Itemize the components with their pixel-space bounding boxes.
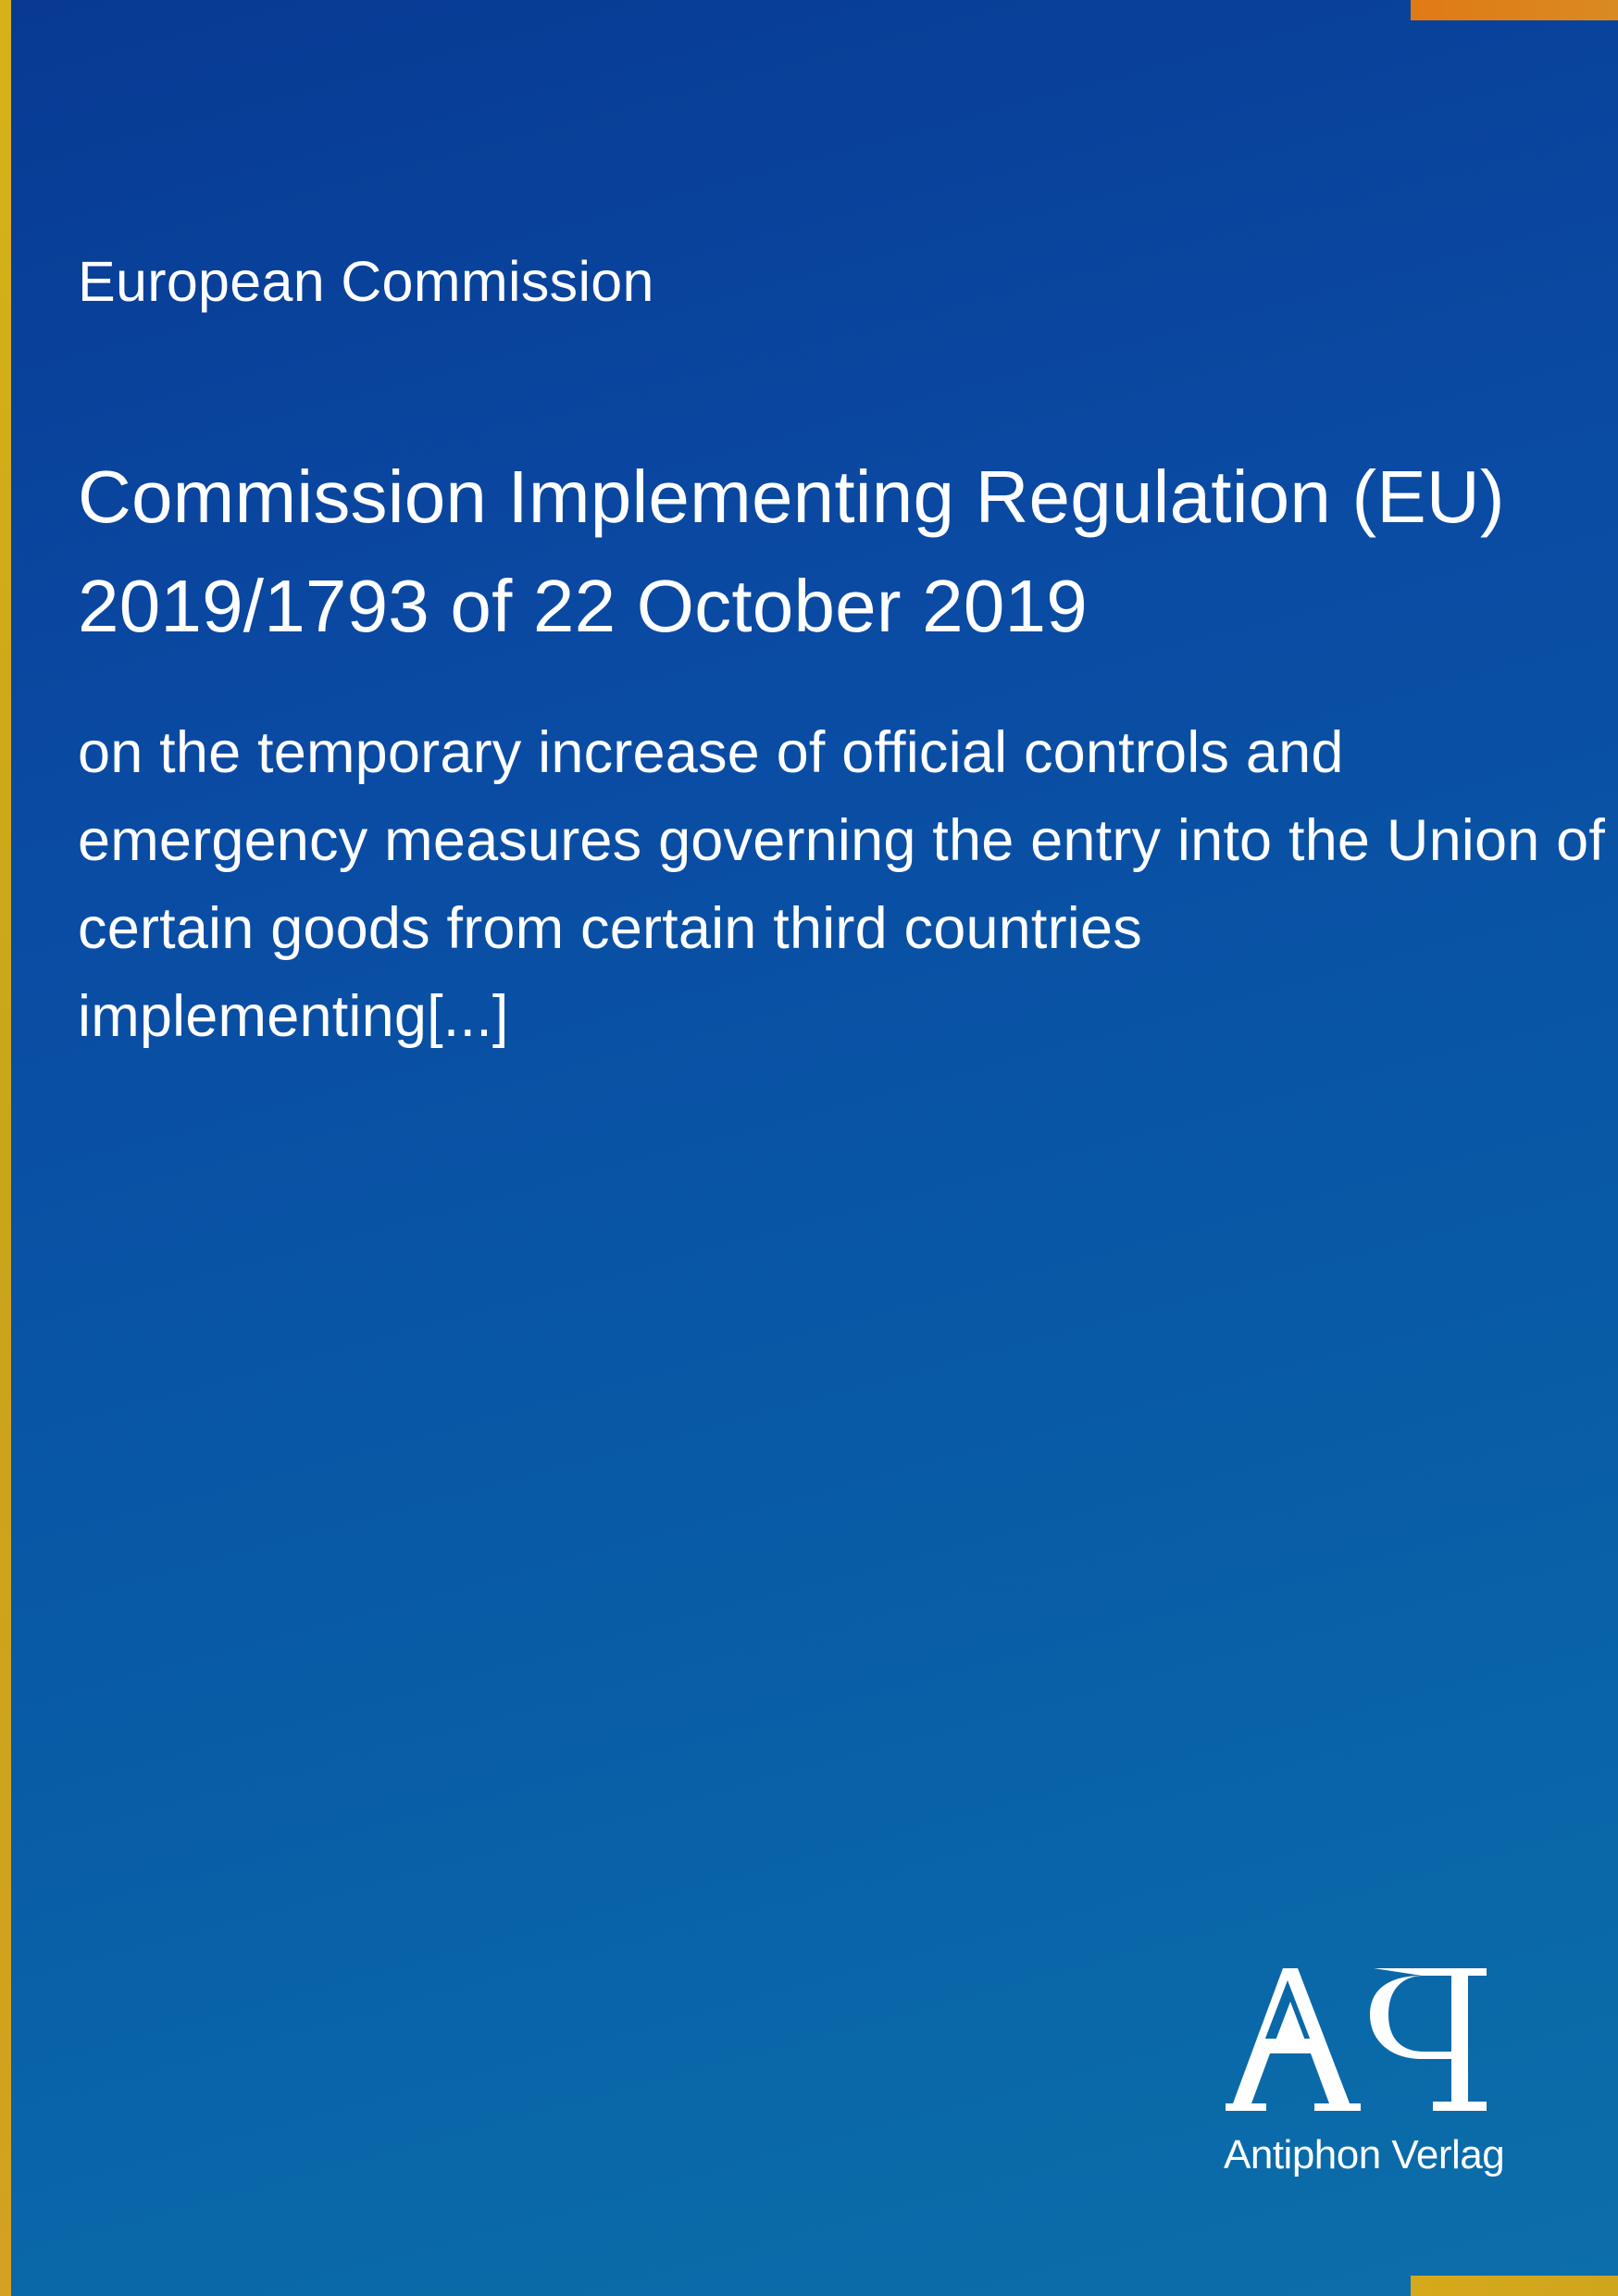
publisher-block: [1224, 1963, 1505, 2203]
book-title: [78, 443, 1522, 661]
book-subtitle: [78, 709, 1606, 1061]
bottom-right-accent-bar: [1411, 2276, 1618, 2296]
title-line: 2019/1793 of 22 October 2019: [78, 565, 1088, 647]
subtitle-line: on the temporary increase of official controls and: [78, 720, 1344, 785]
publisher-logo: [1224, 1963, 1488, 2118]
left-gold-edge: [0, 0, 11, 2296]
title-line: Commission Implementing Regulation (EU): [78, 455, 1505, 538]
publisher-name: Antiphon Verlag: [1224, 2132, 1505, 2177]
subtitle-line: implementing[...]: [78, 984, 509, 1049]
subtitle-line: certain goods from certain third countries: [78, 896, 1142, 961]
author-name: European Commission: [78, 250, 654, 313]
top-right-accent-bar: [1411, 0, 1618, 20]
subtitle-line: emergency measures governing the entry into the Union of: [78, 808, 1606, 873]
